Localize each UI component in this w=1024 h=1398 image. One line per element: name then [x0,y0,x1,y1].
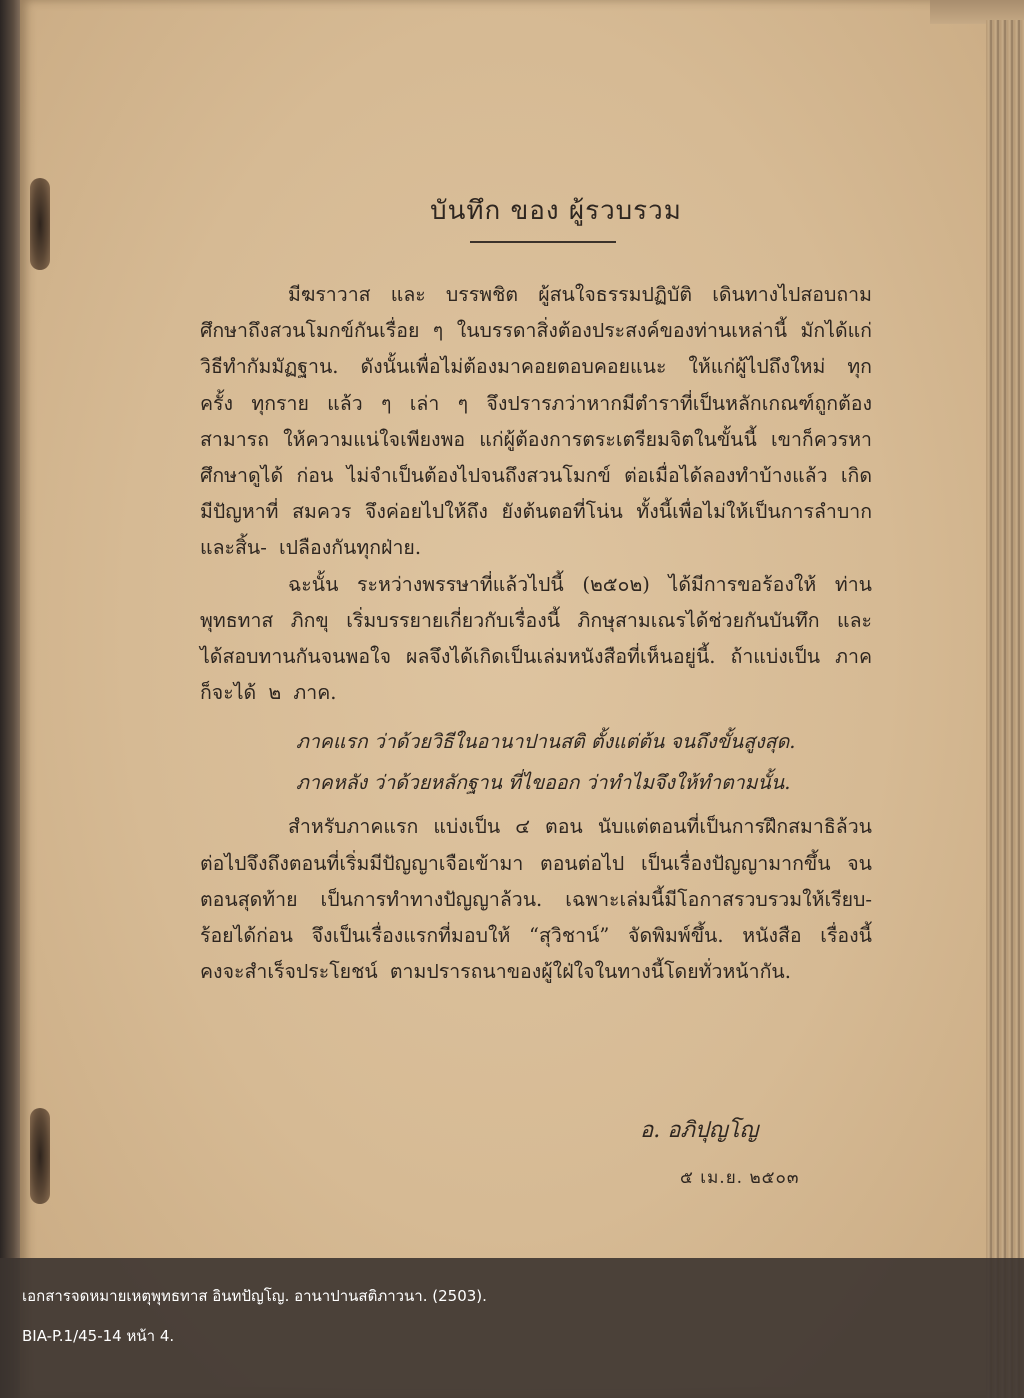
part-first: ภาคแรก ว่าด้วยวิธีในอานาปานสติ ตั้งแต่ต้น จนถึงขั้นสูงสุด. [296,730,796,754]
title-underline [470,241,616,243]
signature-date: ๕ เม.ย. ๒๕๐๓ [680,1168,800,1188]
page-stack-edge [986,20,1024,1398]
part-second: ภาคหลัง ว่าด้วยหลักฐาน ที่ไขออก ว่าทำไมจึงให้ทำตามนั้น. [296,771,791,795]
book-binding-edge [0,0,22,1398]
paragraph-closing: สำหรับภาคแรก แบ่งเป็น ๔ ตอน นับแต่ตอนที่เป็นการฝึกสมาธิล้วน ต่อไปจึงถึงตอนที่เริ่มมีปัญญาเจือเข้ามา ตอนต่อไป เป็นเรื่องปัญญามากขึ้น จนตอนสุดท้าย เป็นการทำทางปัญญาล้วน. เฉพาะเล่มนี้มีโอกาสรวบรวมให้เรียบ- ร้อยได้ก่อน จึงเป็นเรื่องแรกที่มอบให้ “สุวิชาน์” จัดพิมพ์ขึ้น. หนังสือ เรื่องนี้คงจะสำเร็จประโยชน์ ตามปรารถนาของผู้ใฝ่ใจในทางนี้โดยทั่วหน้ากัน. [200,815,872,984]
paragraph-intro: มีฆราวาส และ บรรพชิต ผู้สนใจธรรมปฏิบัติ เดินทางไปสอบถาม ศึกษาถึงสวนโมกข์กันเรื่อย ๆ ในบรรดาสิ่งต้องประสงค์ของท่านเหล่านี้ มักได้แก่ วิธีทำกัมมัฏฐาน. ดังนั้นเพื่อไม่ต้องมาคอยตอบคอยแนะ ให้แก่ผู้ไปถึงใหม่ ทุกครั้ง ทุกราย แล้ว ๆ เล่า ๆ จึงปรารภว่าหากมีตำราที่เป็นหลักเกณฑ์ถูกต้อง สามารถ ให้ความแน่ใจเพียงพอ แก่ผู้ต้องการตระเตรียมจิตในขั้นนี้ เขาก็ควรหาศึกษาดูได้ ก่อน ไม่จำเป็นต้องไปจนถึงสวนโมกข์ ต่อเมื่อได้ลองทำบ้างแล้ว เกิดมีปัญหาที่ สมควร จึงค่อยไปให้ถึง ยังต้นตอที่โน่น ทั้งนี้เพื่อไม่ให้เป็นการลำบากและสิ้น- เปลืองกันทุกฝ่าย. [200,283,872,560]
caption-title: เอกสารจดหมายเหตุพุทธทาส อินทปัญโญ. อานาปานสติภาวนา. (2503). [22,1287,487,1305]
paragraph-background: ฉะนั้น ระหว่างพรรษาที่แล้วไปนี้ (๒๕๐๒) ได้มีการขอร้องให้ ท่าน พุทธทาส ภิกขุ เริ่มบรรยายเกี่ยวกับเรื่องนี้ ภิกษุสามเณรได้ช่วยกันบันทึก และได้สอบทานกันจนพอใจ ผลจึงได้เกิดเป็นเล่มหนังสือที่เห็นอยู่นี้. ถ้าแบ่งเป็น ภาค ก็จะได้ ๒ ภาค. [200,572,872,705]
binding-string-hole-bottom [30,1108,50,1204]
author-signature: อ. อภิปุญโญ [640,1118,759,1143]
binding-string-hole-top [30,178,50,270]
caption-reference: BIA-P.1/45-14 หน้า 4. [22,1327,175,1345]
page-text [200,190,872,990]
page-title: บันทึก ของ ผู้รวบรวม [430,196,682,226]
parts-list [200,721,872,803]
